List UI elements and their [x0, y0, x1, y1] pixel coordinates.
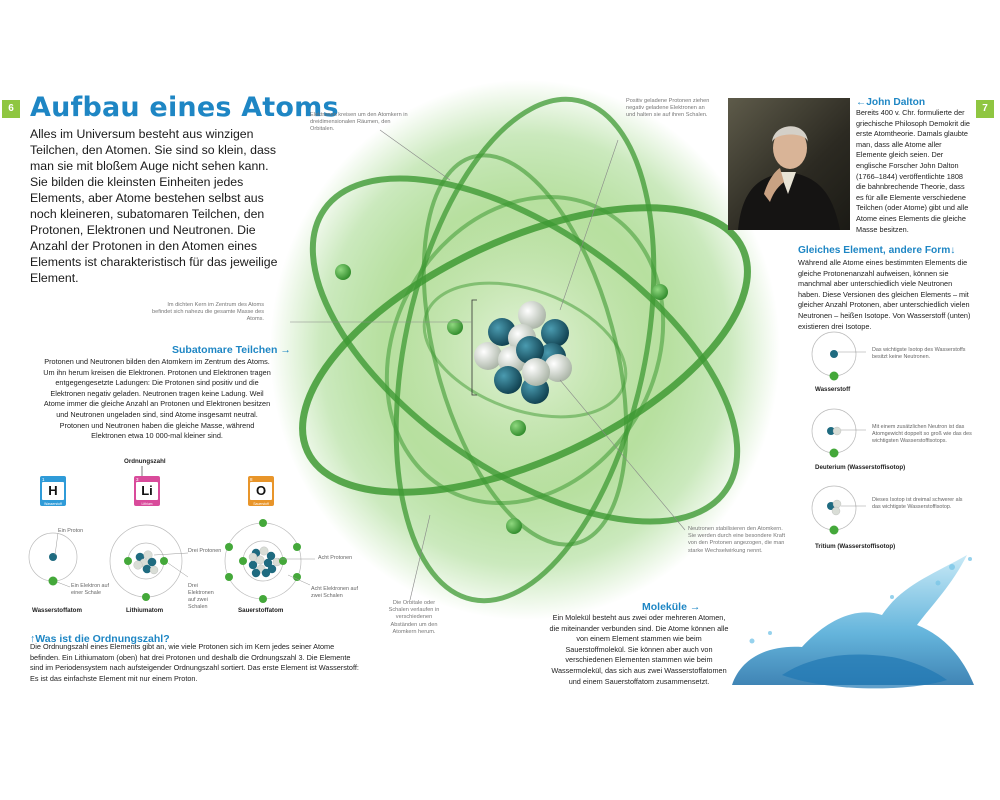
- element-tile-lithium: [134, 476, 160, 506]
- callout-nucleus: Im dichten Kern im Zentrum des Atoms befindet sich nahezu die gesamte Masse des Atoms.: [152, 302, 264, 323]
- ordnungszahl-heading-text: Was ist die Ordnungszahl?: [35, 633, 170, 645]
- isotope-note-deuterium: Mit einem zusätzlichen Neutron ist das Atomgewicht doppelt so groß wie das des wichtigsten Wasserstoffisotops.: [872, 424, 972, 444]
- element-tile-hydrogen: [40, 476, 66, 506]
- label-lithium-atom: Lithiumatom: [126, 607, 164, 614]
- molecules-text: Ein Molekül besteht aus zwei oder mehreren Atomen, die miteinander verbunden sind. Die Atome können alle von einem Element stammen wie beim Sauerstoffmolekül. Sie können aber auch von verschiedenen Elementen stammen wie beim Wassermolekül, das sich aus zwei Wasserstoffatomen und einem Sauerstoffatom zusammensetzt.: [549, 613, 729, 686]
- tile-name: Wasserstoff: [44, 502, 62, 506]
- callout-orbitals: Die Orbitale oder Schalen verlaufen in verschiedenen Abständen um den Atomkern herum.: [388, 600, 440, 635]
- label-eight-electrons: Acht Elektronen auf zwei Schalen: [311, 586, 359, 599]
- molecules-heading: Moleküle →: [642, 601, 701, 613]
- subatomic-text: Protonen und Neutronen bilden den Atomkern im Zentrum des Atoms. Um ihn herum kreisen die Elektronen. Protonen und Elektronen tragen entgegengesetzte Ladungen: Die Protonen sind positiv und die Elektronen negativ geladen. Neutronen tragen keine Ladung. Weil Atome immer die gleiche Anzahl an Protonen und Elektronen besitzen und Neutronen ungeladen sind, sind Atome insgesamt neutral. Protonen und Neutronen haben die gleiche Masse, während Elektronen etwa 10 000-mal kleiner sind.: [43, 357, 271, 441]
- label-three-protons: Drei Protonen: [188, 548, 222, 554]
- tile-symbol: Li: [136, 482, 158, 500]
- isotope-name-hydrogen: Wasserstoff: [815, 386, 851, 393]
- ordnungszahl-label: Ordnungszahl: [124, 458, 166, 465]
- dalton-portrait: [728, 98, 850, 230]
- isotope-diagrams: [806, 330, 866, 550]
- callout-protons: Positiv geladene Protonen ziehen negativ geladene Elektronen an und halten sie auf ihren Schalen.: [626, 98, 710, 119]
- tile-name: Sauerstoff: [253, 502, 269, 506]
- label-one-proton: Ein Proton: [58, 528, 84, 534]
- page-number-left: 6: [2, 100, 20, 118]
- dalton-heading: ←John Dalton: [856, 97, 926, 108]
- subatomic-heading: Subatomare Teilchen →: [172, 344, 291, 356]
- label-oxygen-atom: Sauerstoffatom: [238, 607, 284, 614]
- tile-symbol: O: [250, 482, 272, 500]
- isotopes-text: Während alle Atome eines bestimmten Elements die gleiche Protonenanzahl aufweisen, können sie manchmal aber unterschiedlich viele Neutronen haben. Diese Versionen des gleichen Elements – mit gleicher Anzahl Protonen, aber unterschiedlich vielen Neutronen – heißen Isotope. Von Wasserstoff (unten) existieren drei Isotope.: [798, 258, 971, 331]
- page-number-right: 7: [976, 100, 994, 118]
- isotope-name-deuterium: Deuterium (Wasserstoffisotop): [815, 464, 906, 471]
- tile-symbol: H: [42, 482, 64, 500]
- tile-name: Lithium: [141, 502, 153, 506]
- callout-neutrons: Neutronen stabilisieren den Atomkern. Sie werden durch eine besondere Kraft von den Protonen angezogen, die man starke Wechselwirkung nennt.: [688, 526, 786, 554]
- water-splash-image: [712, 545, 982, 700]
- isotope-note-hydrogen: Das wichtigste Isotop des Wasserstoffs besitzt keine Neutronen.: [872, 347, 966, 360]
- isotope-name-tritium: Tritium (Wasserstoffisotop): [815, 543, 896, 550]
- callout-electrons: Elektronen kreisen um den Atomkern in dreidimensionalen Räumen, den Orbitalen.: [310, 112, 408, 133]
- ordnungszahl-pointer: [140, 466, 144, 476]
- label-three-electrons: Drei Elektronen auf zwei Schalen: [188, 583, 214, 610]
- intro-text: Alles im Universum besteht aus winzigen Teilchen, den Atomen. Sie sind so klein, dass man sie mit bloßem Auge nicht sehen kann. Sie bilden die kleinsten Einheiten jedes Elements, aber Atome bestehen selbst aus noch kleineren, subatomaren Teilchen, den Protonen, Elektronen und Neutronen. Die Anzahl der Protonen in den Atomen eines Elements ist charakteristisch für das jeweilige Element.: [30, 127, 278, 285]
- tile-number: 1: [42, 477, 45, 482]
- label-eight-protons: Acht Protonen: [318, 555, 353, 561]
- isotope-note-tritium: Dieses Isotop ist dreimal schwerer als das wichtigste Wasserstoffisotop.: [872, 497, 963, 510]
- portrait-figure: [728, 98, 850, 230]
- isotopes-heading: Gleiches Element, andere Form↓: [798, 245, 956, 256]
- tile-number: 3: [136, 477, 139, 482]
- label-hydrogen-atom: Wasserstoffatom: [32, 607, 82, 614]
- ordnungszahl-text: Die Ordnungszahl eines Elements gibt an, wie viele Protonen sich im Kern jedes seiner Atome befinden. Ein Lithiumatom (oben) hat drei Protonen und deshalb die Ordnungszahl 3. Die Elemente sind im Periodensystem nach aufsteigender Ordnungszahl sortiert. Das erste Element ist Wasserstoff: Es ist das einfachste Element mit nur einem Proton.: [30, 642, 359, 683]
- page-title: Aufbau eines Atoms: [30, 92, 339, 123]
- up-arrow-icon: ↑: [30, 633, 36, 645]
- label-one-electron: Ein Elektron auf einer Schale: [71, 583, 110, 596]
- dalton-text: Bereits 400 v. Chr. formulierte der griechische Philosoph Demokrit die erste Atomtheorie. Damals glaubte man, dass alle Atome aller Elemente gleich seien. Der englische Forscher John Dalton (1766–1844) veröffentlichte 1808 die bahnbrechende Theorie, dass es für alle Elemente verschiedene Teilchen (oder Atome) gibt und alle Atome eines Elements die gleiche Masse besitzen.: [856, 108, 970, 234]
- tile-number: 8: [250, 477, 253, 482]
- element-tile-oxygen: [248, 476, 274, 506]
